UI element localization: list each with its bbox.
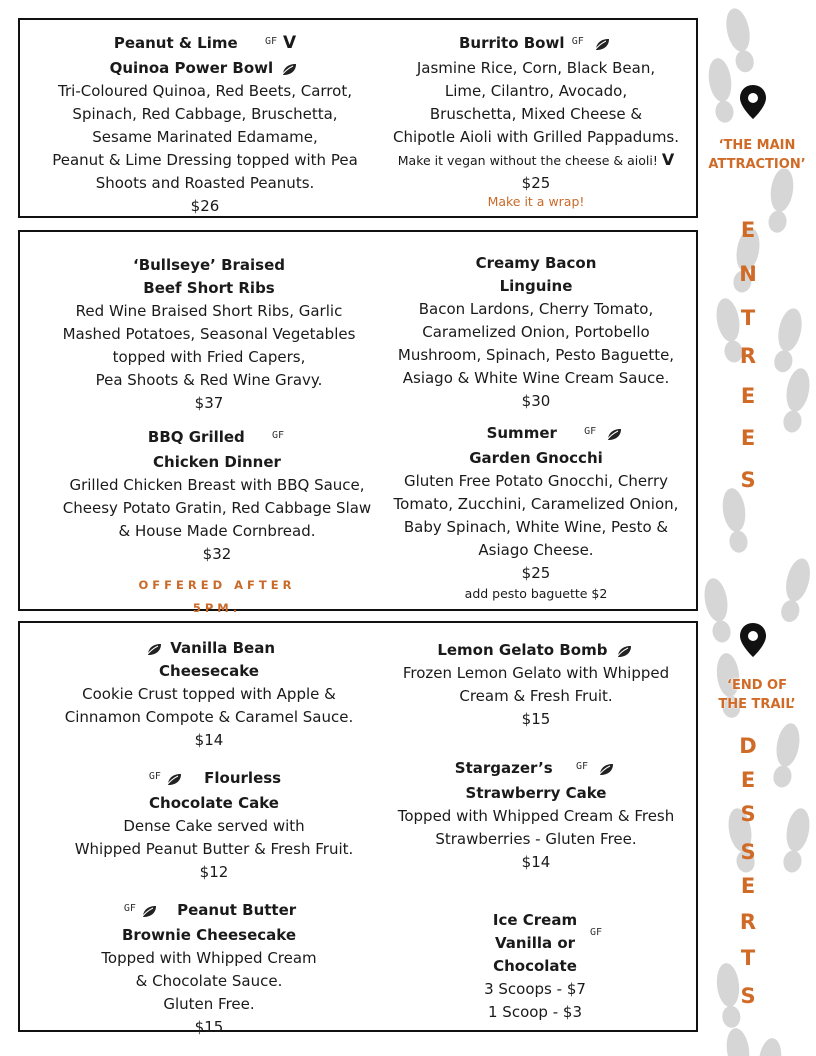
item-description: Cookie Crust topped with Apple & Cinnamon Compote & Caramel Sauce. [64, 685, 354, 726]
item-description: Red Wine Braised Short Ribs, Garlic Mashed Potatoes, Seasonal Vegetables topped with Fried Capers, Pea Shoots & Red Wine Gravy. [62, 302, 356, 389]
item-description: 3 Scoops - $7 1 Scoop - $3 [484, 980, 586, 1021]
item-name: Strawberry Cake [465, 784, 607, 802]
entrees-section-label [698, 136, 816, 174]
item-price: $30 [521, 392, 551, 410]
item-price: $25 [521, 564, 551, 582]
map-pin-icon [738, 622, 768, 658]
desserts-label-line: ‘END OF [727, 678, 787, 693]
entrees-top-box [18, 18, 698, 218]
item-description: Topped with Whipped Cream & Fresh Strawberries - Gluten Free. [397, 807, 675, 848]
footprint-icon [770, 306, 805, 374]
leaf-icon [146, 642, 162, 656]
item-name: $^{GF}$ Flourless [148, 769, 282, 787]
item-name: Cheesecake [159, 662, 259, 680]
item-description: Dense Cake served with Whipped Peanut Butter & Fresh Fruit. [74, 817, 354, 858]
footprint-icon [753, 1037, 784, 1056]
menu-item-lemon-gelato [378, 639, 694, 731]
item-description: Grilled Chicken Breast with BBQ Sauce, Cheesy Potato Gratin, Red Cabbage Slaw & House Made Cornbread. [62, 476, 372, 540]
item-price: $15 [521, 710, 551, 728]
gluten-free-tag: GF [575, 761, 588, 772]
item-description: Gluten Free Potato Gnocchi, Cherry Tomato, Zucchini, Caramelized Onion, Baby Spinach, White Wine, Pesto & Asiago Cheese. [393, 472, 679, 559]
entrees-label-line: ‘THE MAIN [718, 138, 796, 153]
item-name: Chicken Dinner [153, 453, 281, 471]
entrees-letter: N [739, 262, 757, 286]
item-name: Burrito Bowl $^{GF}$ [378, 32, 694, 57]
offered-after-note: OFFERED AFTER 5PM. [138, 578, 296, 615]
leaf-icon [598, 762, 614, 776]
item-name: Vanilla or GF [460, 932, 610, 955]
map-pin-icon [738, 84, 768, 120]
menu-item-bacon-linguine [378, 252, 694, 413]
item-description: Jasmine Rice, Corn, Black Bean, Lime, Cilantro, Avocado, Bruschetta, Mixed Cheese & Chipotle Aioli with Grilled Pappadums. [392, 59, 680, 146]
desserts-letter: S [740, 802, 756, 826]
entrees-letter: R [739, 344, 757, 368]
menu-item-gnocchi [378, 422, 694, 603]
entrees-main-box [18, 230, 698, 615]
item-price: $37 [194, 394, 224, 412]
footprint-icon [765, 167, 796, 234]
desserts-section-label [698, 676, 816, 714]
item-name: Linguine [499, 277, 573, 295]
footprint-icon [770, 721, 803, 789]
item-name: BBQ Grilled $^{GF}$ [147, 428, 285, 446]
entrees-letter: S [740, 468, 756, 492]
gluten-free-tag: GF [148, 771, 161, 782]
item-name: Brownie Cheesecake [121, 926, 297, 944]
entrees-letter: E [740, 426, 756, 450]
item-name: Quinoa Power Bowl [44, 57, 366, 80]
entrees-letter: T [740, 306, 756, 330]
entrees-letter: E [740, 218, 756, 242]
item-name: Creamy Bacon [475, 254, 597, 272]
wrap-option: Make it a wrap! [487, 194, 585, 209]
item-name: ‘Bullseye’ Braised [133, 256, 285, 274]
item-description: Frozen Lemon Gelato with Whipped Cream & Fresh Fruit. [402, 664, 670, 705]
menu-item-vanilla-cheesecake [44, 637, 374, 752]
vegan-note: Make it vegan without the cheese & aioli! V [397, 150, 675, 169]
footprint-icon [720, 487, 751, 554]
item-name: Chocolate [493, 957, 577, 975]
menu-item-pb-brownie-cheesecake [44, 899, 374, 1039]
leaf-icon [606, 427, 622, 441]
item-name: Peanut & Lime $^{GF}$ V [113, 33, 297, 53]
entrees-letter: E [740, 384, 756, 408]
gluten-free-tag: GF [571, 36, 584, 47]
item-description: Tri-Coloured Quinoa, Red Beets, Carrot, Spinach, Red Cabbage, Bruschetta, Sesame Marinated Edamame, Peanut & Lime Dressing topped with Pea Shoots and Roasted Peanuts. [52, 82, 358, 192]
gluten-free-tag: GF [272, 430, 285, 441]
footprint-icon [706, 57, 737, 124]
menu-item-quinoa-bowl [44, 32, 366, 218]
menu-item-flourless-cake [44, 767, 384, 884]
menu-item-strawberry-cake [378, 757, 694, 874]
desserts-label-line: THE TRAIL’ [718, 697, 796, 712]
item-name: Summer $^{GF}$ [378, 422, 694, 447]
menu-item-ice-cream [460, 909, 610, 1024]
leaf-icon [141, 904, 157, 918]
footprint-icon [777, 556, 814, 624]
leaf-icon [166, 772, 182, 786]
desserts-letter: R [739, 910, 757, 934]
gluten-free-tag: GF [590, 927, 603, 938]
item-price: $32 [202, 545, 232, 563]
desserts-letter: S [740, 840, 756, 864]
vegetarian-mark: V [282, 33, 297, 53]
menu-item-short-ribs [44, 254, 374, 415]
add-on-note: add pesto baguette $2 [464, 586, 608, 601]
item-price: $14 [521, 853, 551, 871]
gluten-free-tag: GF [584, 426, 597, 437]
menu-item-burrito-bowl [378, 32, 694, 209]
desserts-letter: E [740, 768, 756, 792]
leaf-icon [594, 37, 610, 51]
leaf-icon [281, 62, 297, 76]
item-description: Topped with Whipped Cream & Chocolate Sauce. Gluten Free. [101, 949, 317, 1013]
desserts-letter: E [740, 874, 756, 898]
desserts-letter: S [740, 984, 756, 1008]
item-name: Vanilla Bean [44, 637, 374, 660]
footprint-icon [724, 1027, 755, 1056]
item-price: $26 [190, 197, 220, 215]
item-name: Beef Short Ribs [143, 279, 275, 297]
vegetarian-mark: V [661, 150, 675, 169]
item-name: Garden Gnocchi [469, 449, 603, 467]
item-price: $12 [199, 863, 229, 881]
desserts-letter: D [739, 734, 757, 758]
item-description: Bacon Lardons, Cherry Tomato, Caramelized Onion, Portobello Mushroom, Spinach, Pesto Baguette, Asiago & White Wine Cream Sauce. [397, 300, 675, 387]
footprint-icon [723, 6, 758, 74]
footprint-icon [780, 366, 813, 434]
leaf-icon [616, 644, 632, 658]
gluten-free-tag: GF [264, 36, 277, 47]
item-name: $^{GF}$ Peanut Butter [123, 901, 297, 919]
item-name: Chocolate Cake [149, 794, 279, 812]
item-name: Lemon Gelato Bomb [378, 639, 694, 662]
item-price: $15 [194, 1018, 224, 1036]
desserts-box [18, 621, 698, 1036]
gluten-free-tag: GF [123, 903, 136, 914]
item-name: Ice Cream [492, 911, 578, 929]
desserts-letter: T [740, 946, 756, 970]
menu-item-bbq-chicken [44, 426, 390, 620]
footprint-icon [780, 806, 813, 874]
footprint-icon [701, 576, 734, 644]
item-price: $14 [194, 731, 224, 749]
item-name: Stargazer’s $^{GF}$ [378, 757, 694, 782]
entrees-label-line: ATTRACTION’ [708, 157, 806, 172]
item-price: $25 [521, 174, 551, 192]
